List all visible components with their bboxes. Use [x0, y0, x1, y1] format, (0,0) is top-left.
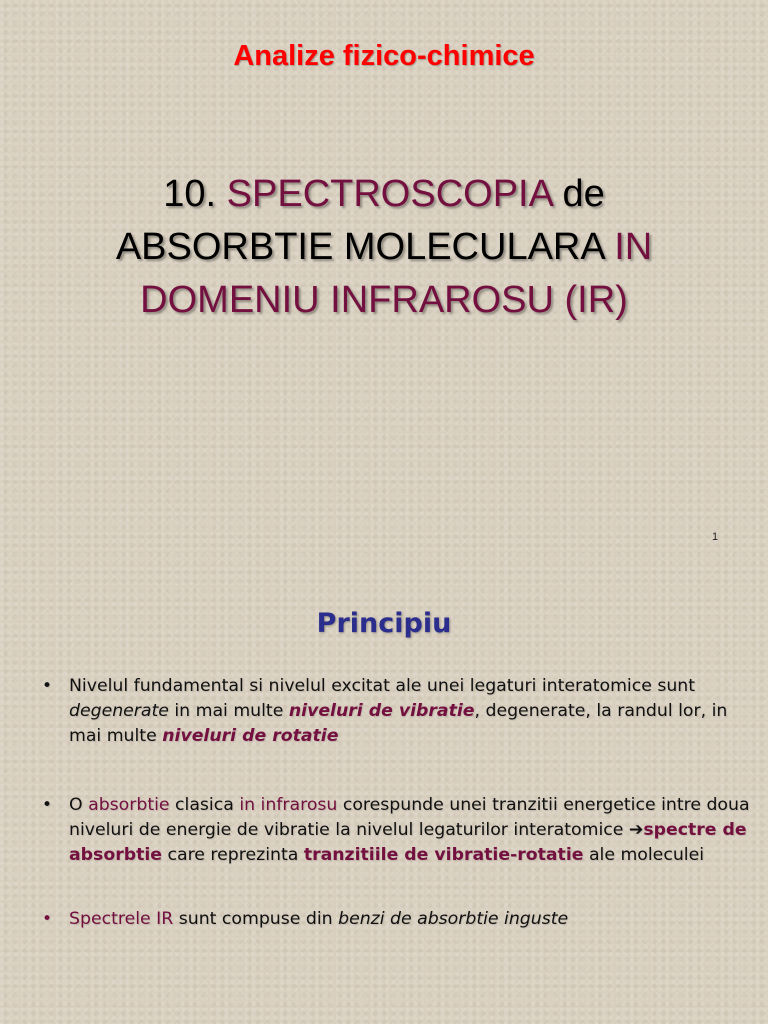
title-number: 10.: [163, 173, 217, 215]
bullet-item: [40, 907, 750, 932]
bullet-text: care reprezinta: [162, 845, 304, 865]
bullet-text: Nivelul fundamental si nivelul excitat ale unei legaturi interatomice sunt: [69, 676, 696, 696]
term-in-infrarosu: in infrarosu: [239, 795, 338, 815]
bullet-text: corespunde unei tranzitii energetice intre doua niveluri de energie de vibratie la nivelul legaturilor interatomice: [69, 795, 750, 840]
section-title: Principiu: [316, 608, 452, 639]
term-spectre-absorbtie: spectre de absorbtie: [69, 820, 747, 865]
bullet-text: O: [69, 795, 89, 815]
term-tranzitiile: tranzitiile de vibratie-rotatie: [303, 845, 584, 865]
bullet-text: clasica: [169, 795, 240, 815]
page-number: 1: [712, 531, 719, 543]
slide-2: [0, 560, 768, 1024]
term-niveluri-vibratie: niveluri de vibratie: [288, 701, 475, 721]
title-words-domeniu-infrarosu: DOMENIU INFRAROSU (IR): [140, 279, 628, 321]
term-niveluri-rotatie: niveluri de rotatie: [162, 726, 339, 746]
term-benzi-absorbtie: benzi de absorbtie inguste: [338, 909, 569, 929]
title-word-spectroscopia: SPECTROSCOPIA: [226, 173, 552, 215]
bullet-text: , degenerate, la randul lor, in mai multe: [69, 701, 728, 746]
bullet-dot-icon: •: [42, 909, 53, 929]
term-absorbtie: absorbtie: [88, 795, 170, 815]
bullet-item: [40, 793, 750, 868]
term-spectrele-ir: Spectrele IR: [69, 909, 174, 929]
term-degenerate: degenerate: [69, 701, 169, 721]
arrow-right-icon: ➔: [628, 820, 644, 840]
bullet-dot-icon: •: [42, 676, 53, 696]
title-words-absorbtie-moleculara: ABSORBTIE MOLECULARA: [115, 226, 604, 268]
title-word-de: de: [562, 173, 605, 215]
slide-title: [30, 168, 738, 327]
bullet-text: sunt compuse din: [173, 909, 339, 929]
bullet-text: ale moleculei: [583, 845, 705, 865]
bullet-text: in mai multe: [168, 701, 289, 721]
bullet-list: [40, 674, 750, 932]
document-header: Analize fizico-chimice: [233, 40, 535, 72]
title-word-in: IN: [614, 226, 653, 268]
bullet-item: [40, 674, 750, 749]
bullet-dot-icon: •: [42, 795, 53, 815]
